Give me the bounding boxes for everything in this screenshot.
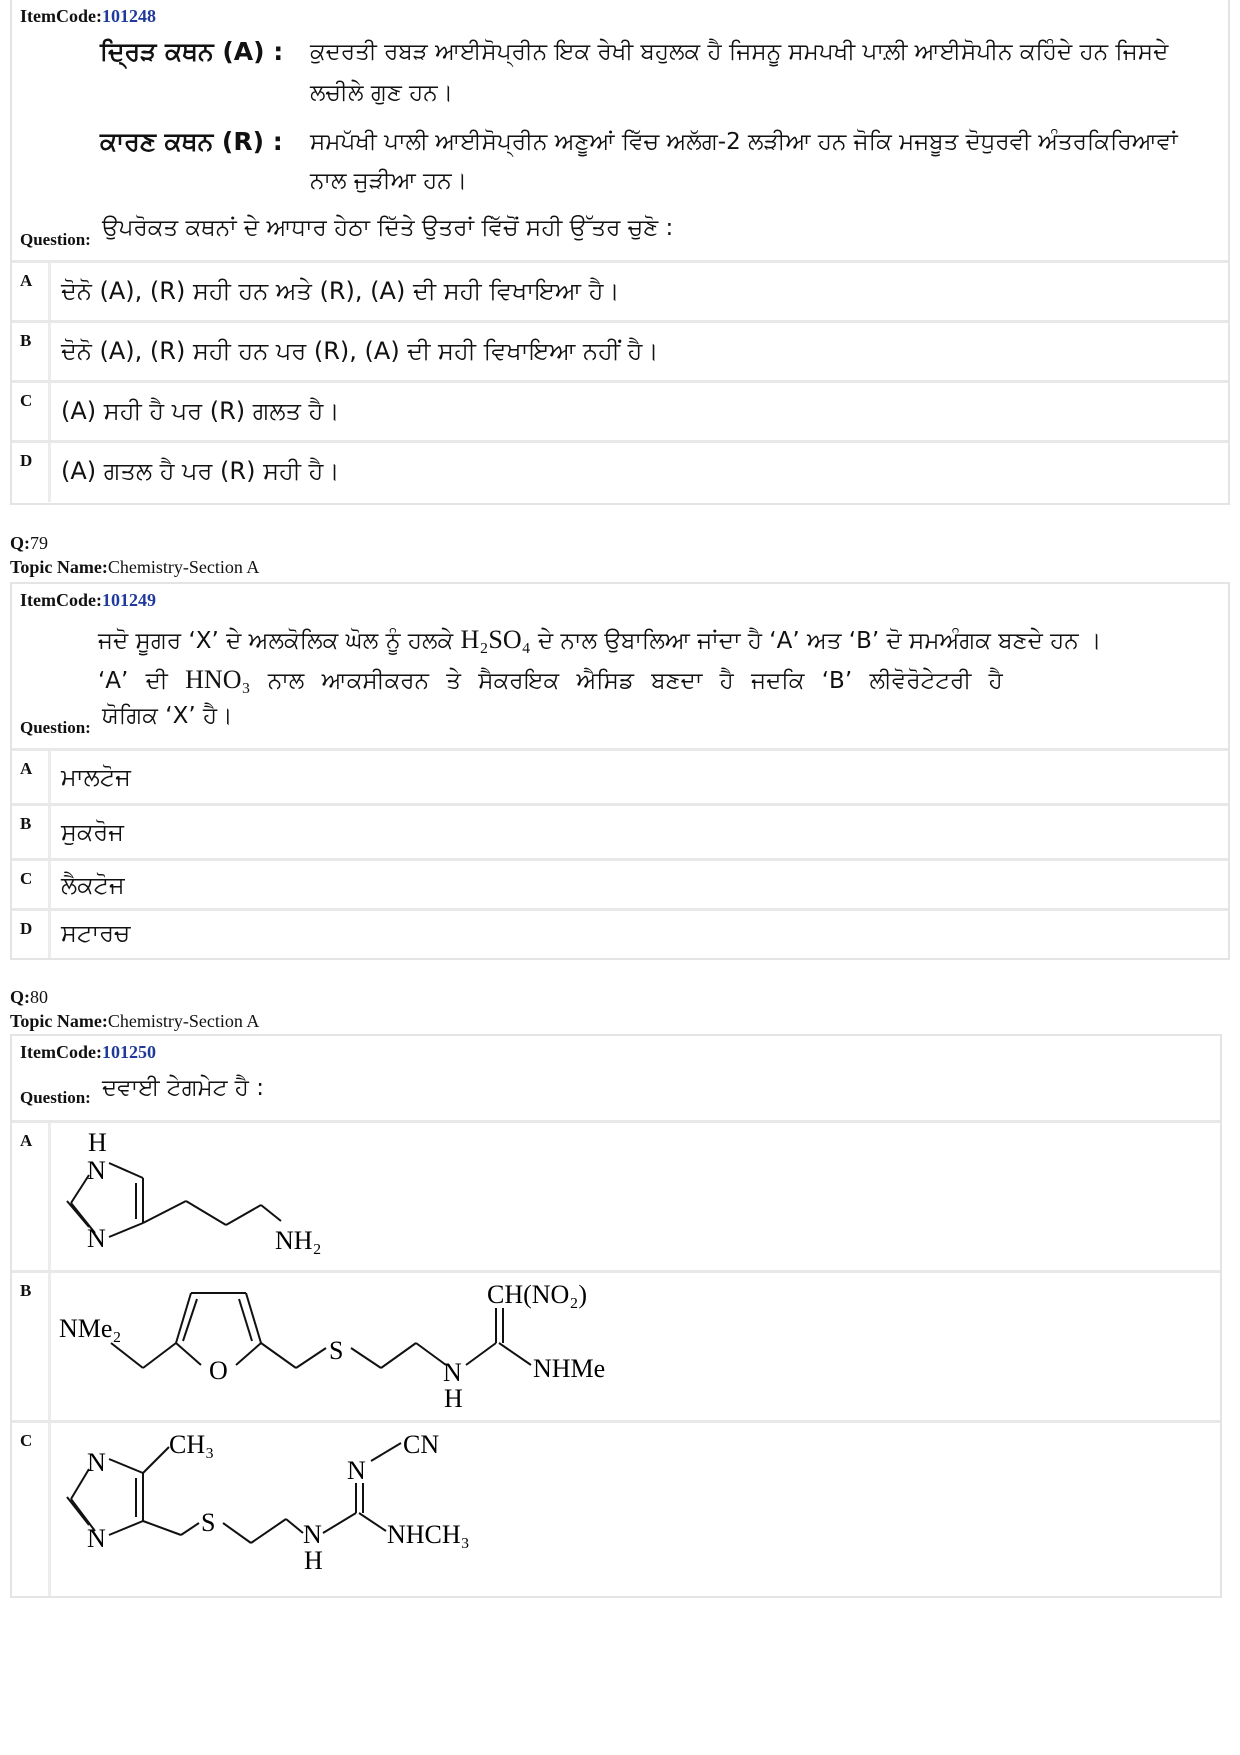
question-number: Q:80 xyxy=(10,987,48,1007)
question-label: Question: xyxy=(20,718,91,737)
option-letter: D xyxy=(20,919,33,938)
atom-label: NHCH₃ xyxy=(387,1520,470,1549)
option-d[interactable] xyxy=(12,440,1228,502)
question-card-80 xyxy=(10,1034,1222,1598)
question-card-78 xyxy=(10,0,1230,505)
option-text: ਮਾਲਟੋਜ xyxy=(61,763,131,791)
structure-a xyxy=(51,1123,451,1271)
atom-label: CH(NO₂) xyxy=(487,1280,588,1309)
atom-label: N xyxy=(87,1224,106,1253)
question-label: Question: xyxy=(20,230,91,249)
assertion-text-1: ਕੁਦਰਤੀ ਰਬੜ ਆਈਸੋਪ੍ਰੀਨ ਇਕ ਰੇਖੀ ਬਹੁਲਕ ਹੈ ਜਿਸਨੂ ਸਮਪਖੀ ਪਾਲ਼ੀ ਆਈਸੋਪੀਨ ਕਹਿੰਦੇ ਹਨ ਜਿਸਦੇ xyxy=(310,39,1169,65)
reason-label: ਕਾਰਣ ਕਥਨ (R) : xyxy=(100,127,283,156)
atom-label: NH₂ xyxy=(275,1226,322,1255)
atom-label: N xyxy=(87,1156,106,1185)
topic-name: Topic Name:Chemistry-Section A xyxy=(10,1011,260,1031)
itemcode: ItemCode:101248 xyxy=(20,6,156,26)
option-letter: A xyxy=(20,271,33,290)
question-text: ਦਵਾਈ ਟੇਗਮੇਟ ਹੈ : xyxy=(102,1075,264,1101)
option-text: ਸੁਕਰੋਜ xyxy=(61,818,124,846)
option-letter: D xyxy=(20,451,33,470)
option-d[interactable] xyxy=(12,908,1228,958)
atom-label: N xyxy=(87,1448,106,1477)
atom-label: N xyxy=(443,1358,462,1387)
option-text: ਲੈਕਟੋਜ xyxy=(61,871,125,899)
atom-label: NMe₂ xyxy=(59,1314,122,1343)
topic-name: Topic Name:Chemistry-Section A xyxy=(10,557,260,577)
atom-label: H xyxy=(88,1128,107,1157)
atom-label: NHMe xyxy=(533,1354,606,1383)
option-b[interactable] xyxy=(12,1270,1220,1420)
option-letter: C xyxy=(20,391,33,410)
itemcode: ItemCode:101249 xyxy=(20,590,156,610)
atom-label: CN xyxy=(403,1430,440,1459)
question-text: ਉਪਰੋਕਤ ਕਥਨਾਂ ਦੇ ਆਧਾਰ ਹੇਠਾ ਦਿੱਤੇ ਉਤਰਾਂ ਵਿੱਚੋਂ ਸਹੀ ਉੱਤਰ ਚੁਣੋ : xyxy=(102,215,674,241)
assertion-label: ਦ੍ਰਿੜ ਕਥਨ (A) : xyxy=(100,37,284,66)
option-a[interactable] xyxy=(12,1120,1220,1270)
option-b[interactable] xyxy=(12,803,1228,858)
question-line-3: ਯੋਗਿਕ ‘X’ ਹੈ। xyxy=(102,703,233,729)
option-text: (A) ਸਹੀ ਹੈ ਪਰ (R) ਗਲਤ ਹੈ। xyxy=(61,397,340,425)
atom-label: N xyxy=(303,1520,322,1549)
question-line-1: ਜਦੋ ਸੂਗਰ ‘X’ ਦੇ ਅਲਕੋਲਿਕ ਘੋਲ ਨੂੰ ਹਲਕੇ H₂SO₄ ਦੇ ਨਾਲ ਉਬਾਲਿਆ ਜਾਂਦਾ ਹੈ ‘A’ ਅਤ ‘B’ ਦੋ ਸਮਅੰਗਕ ਬਣਦੇ ਹਨ । xyxy=(98,625,1102,654)
atom-label: N xyxy=(87,1524,106,1553)
option-text: ਦੋਨੋ (A), (R) ਸਹੀ ਹਨ ਪਰ (R), (A) ਦੀ ਸਹੀ ਵਿਖਾਇਆ ਨਹੀਂ ਹੈ। xyxy=(61,337,659,365)
option-a[interactable] xyxy=(12,260,1228,320)
option-c[interactable] xyxy=(12,858,1228,908)
question-card-79 xyxy=(10,582,1230,960)
option-text: ਸਟਾਰਚ xyxy=(61,919,131,947)
option-c[interactable] xyxy=(12,1420,1220,1596)
option-letter: C xyxy=(20,1431,33,1450)
reason-text-2: ਨਾਲ ਜੁੜੀਆ ਹਨ। xyxy=(310,168,468,194)
atom-label: H xyxy=(304,1546,323,1575)
atom-label: O xyxy=(209,1356,228,1385)
option-letter: A xyxy=(20,759,33,778)
atom-label: N xyxy=(347,1456,366,1485)
option-text: (A) ਗਤਲ ਹੈ ਪਰ (R) ਸਹੀ ਹੈ। xyxy=(61,457,340,485)
option-letter: B xyxy=(20,1281,32,1300)
option-letter: B xyxy=(20,814,32,833)
structure-b xyxy=(51,1273,751,1421)
option-letter: B xyxy=(20,331,32,350)
option-letter: A xyxy=(20,1131,33,1150)
option-c[interactable] xyxy=(12,380,1228,440)
assertion-text-2: ਲਚੀਲੇ ਗੁਣ ਹਨ। xyxy=(310,80,454,106)
question-line-2: ‘A’ ਦੀ HNO₃ ਨਾਲ ਆਕਸੀਕਰਨ ਤੇ ਸੈਕਰਇਕ ਐਸਿਡ ਬਣਦਾ ਹੈ ਜਦਕਿ ‘B’ ਲੀਵੋਰੋਟੇਟਰੀ ਹੈ xyxy=(98,665,1003,694)
option-b[interactable] xyxy=(12,320,1228,380)
structure-c xyxy=(51,1423,551,1593)
atom-label: H xyxy=(444,1384,463,1413)
question-label: Question: xyxy=(20,1088,91,1107)
itemcode: ItemCode:101250 xyxy=(20,1042,156,1062)
atom-label: CH₃ xyxy=(169,1430,215,1459)
reason-text-1: ਸਮਪੱਖੀ ਪਾਲੀ ਆਈਸੋਪ੍ਰੀਨ ਅਣੂਆਂ ਵਿੱਚ ਅਲੱਗ-2 ਲੜੀਆ ਹਨ ਜੋਕਿ ਮਜਬੂਤ ਦੋਧੁਰਵੀ ਅੰਤਰਕਿਰਿਆਵਾਂ xyxy=(310,129,1178,155)
option-text: ਦੋਨੋ (A), (R) ਸਹੀ ਹਨ ਅਤੇ (R), (A) ਦੀ ਸਹੀ ਵਿਖਾਇਆ ਹੈ। xyxy=(61,277,620,305)
question-number: Q:79 xyxy=(10,533,48,553)
atom-label: S xyxy=(329,1336,344,1365)
atom-label: S xyxy=(201,1508,216,1537)
option-a[interactable] xyxy=(12,748,1228,803)
option-letter: C xyxy=(20,869,33,888)
